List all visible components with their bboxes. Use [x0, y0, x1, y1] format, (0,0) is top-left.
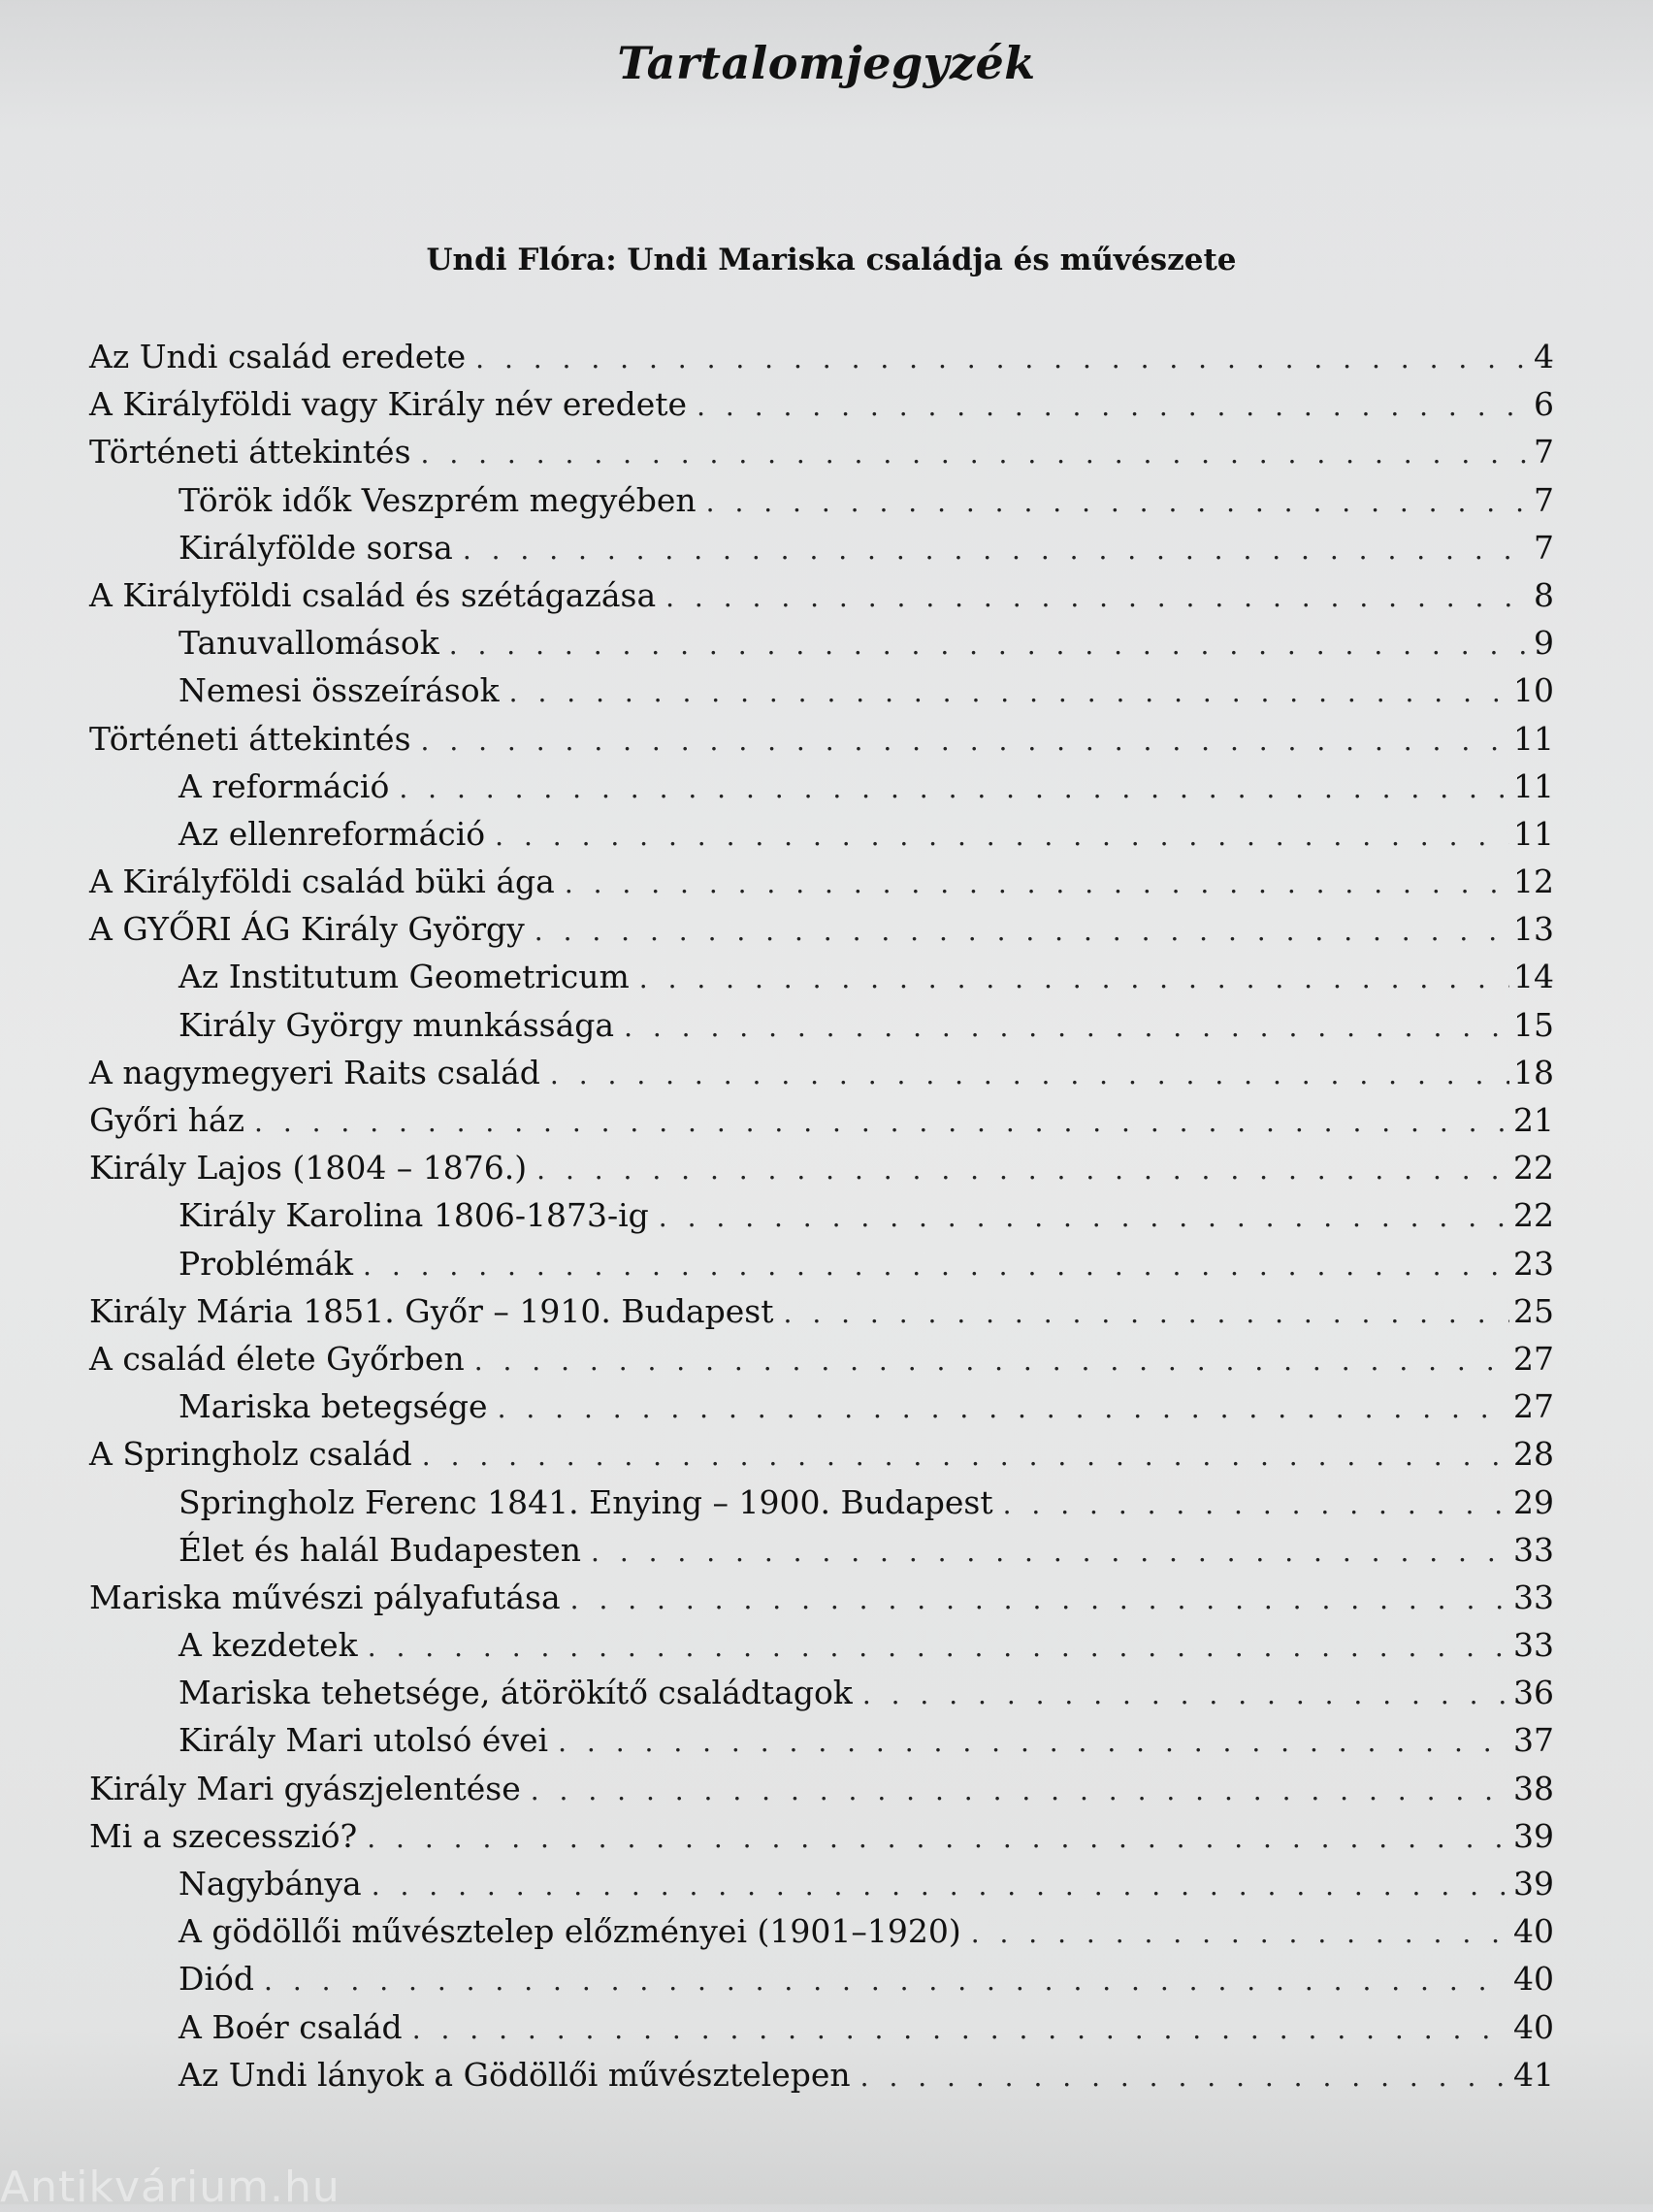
toc-entry	[89, 1770, 1554, 1817]
dot-leader	[558, 1726, 1509, 1758]
toc-entry	[89, 481, 1554, 529]
toc-entry-title: Mariska művészi pályafutása	[89, 1578, 561, 1616]
dot-leader	[535, 915, 1509, 947]
toc-entry-page-number: 11	[1513, 814, 1554, 853]
dot-leader	[565, 867, 1509, 899]
dot-leader	[254, 1106, 1509, 1138]
toc-entry-title: A Springholz család	[89, 1435, 412, 1474]
dot-leader	[421, 725, 1509, 757]
section-heading: Undi Flóra: Undi Mariska családja és művészete	[426, 243, 1237, 277]
dot-leader	[412, 2013, 1509, 2045]
toc-entry	[89, 624, 1554, 671]
toc-entry	[89, 529, 1554, 576]
dot-leader	[498, 1392, 1509, 1424]
dot-leader	[422, 1440, 1509, 1472]
toc-entry-page-number: 40	[1513, 1960, 1554, 1999]
toc-entry-title: Győri ház	[89, 1101, 245, 1139]
toc-entry	[89, 1483, 1554, 1531]
toc-entry-title: Tanuvallomások	[178, 624, 439, 663]
dot-leader	[591, 1536, 1509, 1568]
toc-entry	[89, 1674, 1554, 1721]
dot-leader	[531, 1774, 1509, 1806]
dot-leader	[536, 1154, 1509, 1186]
toc-entry	[89, 815, 1554, 862]
toc-entry	[89, 958, 1554, 1005]
dot-leader	[706, 486, 1530, 518]
toc-entry-title: A Királyföldi család és szétágazása	[89, 575, 657, 614]
toc-entry-page-number: 36	[1513, 1674, 1554, 1712]
toc-entry	[89, 2056, 1554, 2103]
dot-leader	[495, 820, 1509, 852]
dot-leader	[264, 1965, 1509, 1997]
toc-entry	[89, 720, 1554, 767]
toc-entry-title: Diód	[178, 1960, 255, 1999]
toc-entry-page-number: 9	[1534, 624, 1554, 663]
dot-leader	[1003, 1488, 1509, 1520]
dot-leader	[449, 629, 1530, 661]
dot-leader	[509, 676, 1509, 708]
toc-entry	[89, 1960, 1554, 2007]
toc-entry-title: Királyfölde sorsa	[178, 528, 453, 567]
dot-leader	[368, 1631, 1509, 1663]
toc-entry-page-number: 4	[1534, 338, 1554, 375]
toc-entry-page-number: 33	[1513, 1578, 1554, 1616]
toc-entry	[89, 1435, 1554, 1482]
toc-entry	[89, 1387, 1554, 1435]
toc-entry	[89, 1101, 1554, 1149]
toc-entry-page-number: 7	[1534, 433, 1554, 472]
dot-leader	[639, 962, 1509, 994]
toc-entry-page-number: 23	[1513, 1244, 1554, 1283]
toc-entry-title: Történeti áttekintés	[89, 719, 411, 758]
toc-entry-title: Az Undi család eredete	[89, 338, 467, 375]
toc-entry-page-number: 8	[1534, 575, 1554, 614]
toc-entry-title: Problémák	[178, 1244, 354, 1283]
toc-entry-page-number: 28	[1513, 1435, 1554, 1474]
dot-leader	[659, 1201, 1509, 1233]
toc-entry	[89, 767, 1554, 815]
toc-entry-page-number: 22	[1513, 1196, 1554, 1235]
table-of-contents	[89, 338, 1554, 2103]
toc-entry-page-number: 14	[1513, 958, 1554, 996]
dot-leader	[367, 1822, 1509, 1854]
toc-entry-title: Mi a szecesszió?	[89, 1816, 358, 1855]
toc-entry-page-number: 6	[1534, 385, 1554, 424]
toc-entry-page-number: 40	[1513, 1912, 1554, 1951]
toc-entry	[89, 1626, 1554, 1674]
toc-entry-page-number: 12	[1513, 862, 1554, 901]
toc-entry-page-number: 41	[1513, 2055, 1554, 2094]
toc-entry	[89, 338, 1554, 385]
toc-entry-page-number: 10	[1513, 671, 1554, 710]
toc-entry	[89, 2008, 1554, 2056]
toc-entry-title: Király Mari utolsó évei	[178, 1721, 549, 1760]
toc-entry	[89, 1149, 1554, 1196]
toc-entry	[89, 1578, 1554, 1626]
toc-entry-page-number: 37	[1513, 1721, 1554, 1760]
toc-entry-title: Az ellenreformáció	[178, 814, 486, 853]
page-title: Tartalomjegyzék	[617, 37, 1036, 89]
toc-entry-page-number: 27	[1513, 1339, 1554, 1378]
dot-leader	[475, 342, 1530, 374]
toc-entry-title: Török idők Veszprém megyében	[178, 480, 697, 519]
toc-entry-page-number: 38	[1513, 1769, 1554, 1807]
dot-leader	[860, 2061, 1509, 2093]
toc-entry-title: Az Institutum Geometricum	[178, 958, 630, 996]
toc-entry	[89, 1054, 1554, 1101]
toc-entry-page-number: 21	[1513, 1101, 1554, 1139]
toc-entry-title: A kezdetek	[178, 1626, 358, 1665]
toc-entry-title: A Boér család	[178, 2007, 403, 2046]
toc-entry-page-number: 40	[1513, 2007, 1554, 2046]
toc-entry-page-number: 39	[1513, 1816, 1554, 1855]
dot-leader	[550, 1058, 1509, 1090]
toc-entry-title: A Királyföldi vagy Király név eredete	[89, 385, 688, 424]
toc-entry-page-number: 33	[1513, 1626, 1554, 1665]
toc-entry-title: Springholz Ferenc 1841. Enying – 1900. Budapest	[178, 1482, 993, 1521]
watermark: Antikvárium.hu	[0, 2163, 340, 2212]
dot-leader	[421, 438, 1530, 470]
dot-leader	[862, 1678, 1509, 1710]
dot-leader	[570, 1583, 1509, 1615]
toc-entry-page-number: 27	[1513, 1387, 1554, 1426]
toc-entry-title: Király Mari gyászjelentése	[89, 1769, 521, 1807]
dot-leader	[784, 1297, 1509, 1329]
dot-leader	[363, 1250, 1509, 1282]
toc-entry	[89, 576, 1554, 624]
toc-entry-page-number: 29	[1513, 1482, 1554, 1521]
toc-entry-title: A nagymegyeri Raits család	[89, 1053, 540, 1091]
dot-leader	[624, 1011, 1509, 1043]
dot-leader	[372, 1870, 1509, 1902]
toc-entry	[89, 385, 1554, 433]
toc-entry	[89, 1340, 1554, 1387]
dot-leader	[399, 772, 1509, 804]
toc-entry-page-number: 18	[1513, 1053, 1554, 1091]
toc-entry	[89, 1817, 1554, 1865]
toc-entry	[89, 1912, 1554, 1960]
toc-entry-title: Nagybánya	[178, 1865, 362, 1903]
toc-entry	[89, 1865, 1554, 1912]
dot-leader	[463, 534, 1530, 566]
toc-entry-title: A család élete Győrben	[89, 1339, 465, 1378]
toc-entry-title: Mariska betegsége	[178, 1387, 488, 1426]
dot-leader	[971, 1917, 1509, 1949]
toc-entry-page-number: 7	[1534, 528, 1554, 567]
dot-leader	[665, 581, 1530, 613]
toc-entry	[89, 1245, 1554, 1292]
toc-entry-page-number: 13	[1513, 910, 1554, 949]
toc-entry	[89, 671, 1554, 719]
toc-entry-title: Király Mária 1851. Győr – 1910. Budapest	[89, 1291, 774, 1330]
toc-entry	[89, 862, 1554, 910]
toc-entry	[89, 910, 1554, 958]
toc-entry-title: A gödöllői művésztelep előzményei (1901–1920)	[178, 1912, 961, 1951]
toc-entry-page-number: 15	[1513, 1005, 1554, 1044]
toc-entry-title: Nemesi összeírások	[178, 671, 500, 710]
toc-entry-title: Király Karolina 1806-1873-ig	[178, 1196, 649, 1235]
toc-entry-page-number: 7	[1534, 480, 1554, 519]
toc-entry-page-number: 11	[1513, 719, 1554, 758]
dot-leader	[474, 1345, 1509, 1377]
toc-entry-title: Az Undi lányok a Gödöllői művésztelepen	[178, 2055, 851, 2094]
toc-entry	[89, 1721, 1554, 1769]
toc-entry	[89, 1196, 1554, 1244]
toc-entry-title: Mariska tehetsége, átörökítő családtagok	[178, 1674, 853, 1712]
toc-entry-page-number: 25	[1513, 1291, 1554, 1330]
toc-entry	[89, 433, 1554, 480]
toc-entry-title: Élet és halál Budapesten	[178, 1530, 582, 1569]
toc-entry-title: A reformáció	[178, 766, 390, 805]
toc-entry-title: A Királyföldi család büki ága	[89, 862, 555, 901]
toc-entry-page-number: 11	[1513, 766, 1554, 805]
toc-entry-title: Király György munkássága	[178, 1005, 615, 1044]
toc-entry-page-number: 39	[1513, 1865, 1554, 1903]
toc-entry-page-number: 33	[1513, 1530, 1554, 1569]
toc-entry-title: A GYŐRI ÁG Király György	[89, 910, 525, 949]
toc-entry	[89, 1531, 1554, 1578]
toc-entry	[89, 1006, 1554, 1054]
toc-entry-title: Történeti áttekintés	[89, 433, 411, 472]
toc-entry-title: Király Lajos (1804 – 1876.)	[89, 1149, 528, 1187]
dot-leader	[697, 390, 1530, 422]
toc-entry	[89, 1292, 1554, 1340]
toc-entry-page-number: 22	[1513, 1149, 1554, 1187]
